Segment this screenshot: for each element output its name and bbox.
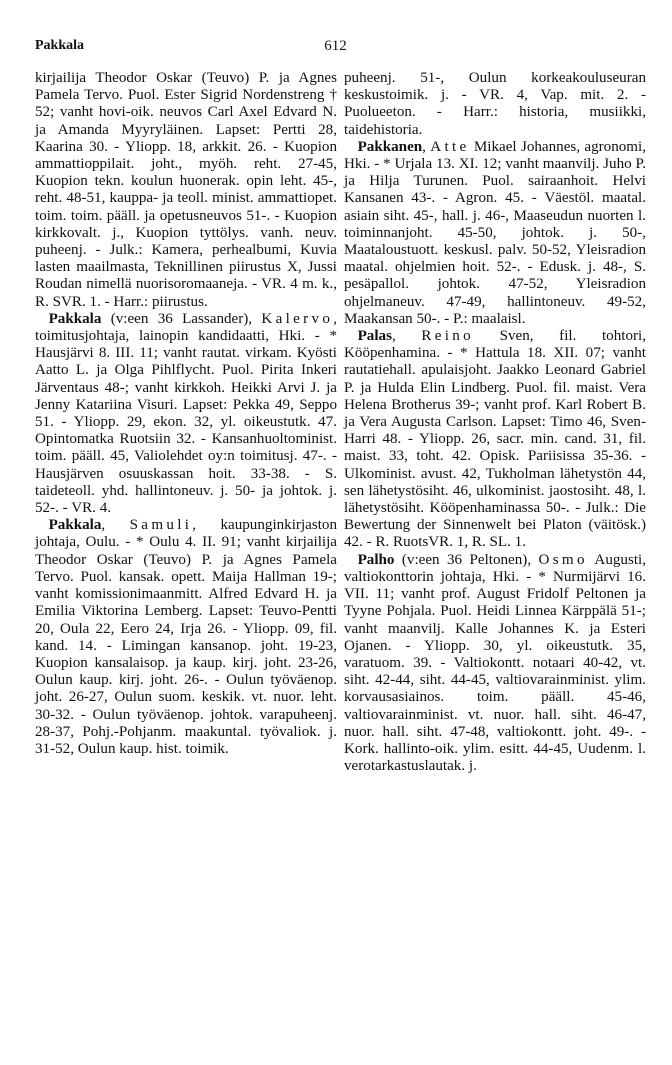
entry-text: , (101, 517, 130, 534)
right-column (344, 70, 646, 775)
entry-pakkala-kalervo (35, 311, 337, 517)
entry-text: (v:een 36 Peltonen), (394, 551, 539, 568)
entry-text: , kaupunginkirjaston johtaja, Oulu. - * Oulu 4. II. 91; vanht kirjailija Theodor Oskar (Teuvo) P. ja Agnes Pamela Tervo. Puol. kansak. opett. Maija Hallman 19-; vanht komissionimaanmitt. Alfred Edvard H. ja Emilia Viktorina Lemberg. Lapset: Teuvo-Pentti 20, Oula 22, Eero 24, Irja 26. - Yliopp. 09, fil. kand. 14. - Limingan kansanop. joht. 19-23, Kuopion kansalaisop. ja kaup. kirj. joht. 23-26, Oulun kaup. kirj. joht. 26-. - Oulun työväenop. joht. 26-27, Oulun suom. keskik. vt. nuor. leht. 30-32. - Oulun työväenop. johtok. varapuheenj. 28-37, Pohj.-Pohjanm. maakuntal. työvaliok. j. 31-52, Oulun kaup. hist. toimik. (35, 517, 338, 757)
entry-headword: Pakkanen (357, 138, 423, 155)
entry-headword: Palas (357, 328, 392, 345)
page-number: 612 (324, 38, 347, 54)
entry-text: Augusti, valtiokonttorin johtaja, Hki. - * Nurmijärvi 16. VII. 11; vanht prof. August Fridolf Peltonen ja Tyyne Pohjala. Puol. Heidi Linnea Kärppälä 51-; vanht maanvilj. Kalle Johannes K. ja Esteri Ojanen. - Yliopp. 30, yl. oikeustutk. 35, varatuom. 39. - Valtiokontt. notaari 40-42, vt. siht. 42-44, siht. 44-45, valtiovarainminist. ylim. korvausasiainos. toim. pääll. 45-46, valtiovarainminist. vt. nuor. hall. siht. 46-47, nuor. hall. siht. 47-48, valtiokontt. joht. 49-. - Kork. hallinto-oik. ylim. esitt. 44-45, Uudenm. l. verotarkastuslautak. j. (344, 551, 646, 775)
entry-palas-reino (344, 328, 646, 552)
entry-headword: Palho (357, 551, 395, 568)
entry-palho-osmo (344, 552, 646, 776)
entry-text: Mikael Johannes, agronomi, Hki. - * Urjala 13. XI. 12; vanht maanvilj. Juho P. ja Hilja Turunen. Puol. sairaanhoit. Helvi Kansanen 43-. - Agron. 45. - Väestöl. maatal. asiain siht. 45-, hall. j. 46-, Maaseudun nuorten l. toiminnanjoht. 45-50, johtok. j. 50-, Maataloustuott. keskusl. palv. 50-52, Yleisradion maatal. ohjelmien hoit. 52-. - Edusk. j. 48-, S. pesäpallol. johtok. 47-52, Yleisradion ohjelmaneuv. 47-49, hallintoneuv. 49-52, Maakansan 50-. - P.: maalaisl. (344, 138, 646, 327)
entry-headword: Pakkala (48, 517, 102, 534)
entry-given-name: Kalervo (261, 310, 334, 327)
entry-pakkala-samuli (35, 517, 337, 758)
left-column (35, 70, 337, 758)
entry-text: (v:een 36 Lassander), (101, 310, 262, 327)
entry-text: , toimitusjohtaja, lainopin kandidaatti, Hki. - * Hausjärvi 8. III. 11; vanht rautat. virkam. Kyösti Aatto L. ja Olga Pihlflycht. Puol. Pirita Inkeri Järventaus 48-; vanht kirkkoh. Heikki Arvi J. ja Jenny Katariina Visuri. Lapset: Pekka 49, Seppo 51. - Yliopp. 29, ekon. 32, yl. oikeustutk. 47. Opintomatka Ruotsiin 32. - Kansanhuoltominist. toim. pääll. 45, Valiolehdet oy:n toimitusj. 47-. - Hausjärven osuuskassan hoit. 33-38. - S. taideteoll. yhd. hallintoneuv. j. 50- ja johtok. j. 52-. - VR. 4. (35, 310, 337, 517)
entry-continuation: kirjailija Theodor Oskar (Teuvo) P. ja Agnes Pamela Tervo. Puol. Ester Sigrid Nordenstreng † 52; vanht hovi-oik. neuvos Carl Axel Edvard N. ja Amanda Myyryläinen. Lapset: Pertti 28, Kaarina 30. - Yliopp. 18, arkkit. 26. - Kuopion ammattioppilait. joht., myöh. reht. 27-45, Kuopion tekn. koulun huonerak. opin leht. 45-, reht. 48-51, kauppa- ja teoll. minist. ammattiopet. toim. toim. pääll. ja opetusneuvos 51-. - Kuopion kirkkovalt. j., Kuopion tyttölys. vanh. neuv. puheenj. - Julk.: Kamera, perhealbumi, Kuvia lasten maailmasta, Teknillinen piirustus X, Jussi Roudan nimellä nuorisoromaaneja. - VR. 4 m. k., R. SVR. 1. - Harr.: piirustus. (35, 70, 337, 310)
entry-given-name: Atte (430, 138, 470, 155)
entry-given-name: Osmo (538, 551, 588, 568)
running-head: Pakkala (35, 38, 85, 53)
entry-text: Sven, fil. tohtori, Kööpenhamina. - * Hattula 18. XII. 07; vanht rautatiehall. apulaisjoht. Jaakko Leonard Gabriel P. ja Hulda Elin Lindberg. Puol. fil. maist. Vera Helena Brotherus 39-; vanht prof. Karl Robert B. ja Vera Augusta Carlson. Lapset: Timo 46, Sven-Harri 48. - Yliopp. 26, sacr. min. cand. 31, fil. maist. 33, toht. 42. Opisk. Pariisissa 35-36. - Ulkominist. avust. 42, Tukholman lähetystön 44, sen lähetystösiht. 46, ulkominist. jaostosiht. 48, l. lähetystösiht. Kööpenhaminassa 50-. - Julk.: Die Bewertung der Sinnenwelt bei Platon (väitösk.) 42. - R. RuotsVR. 1, R. SL. 1. (344, 328, 646, 551)
entry-text: , (422, 138, 431, 155)
entry-given-name: Reino (421, 328, 475, 345)
entry-text: , (391, 328, 422, 345)
entry-pakkanen-atte (344, 139, 646, 328)
page-header (35, 38, 636, 58)
entry-given-name: Samuli (129, 517, 193, 534)
entry-continuation: puheenj. 51-, Oulun korkeakouluseuran keskustoimik. j. - VR. 4, Vap. mit. 2. - Puolueeton. - Harr.: historia, musiikki, taidehistoria. (344, 70, 646, 138)
entry-headword: Pakkala (48, 310, 102, 327)
